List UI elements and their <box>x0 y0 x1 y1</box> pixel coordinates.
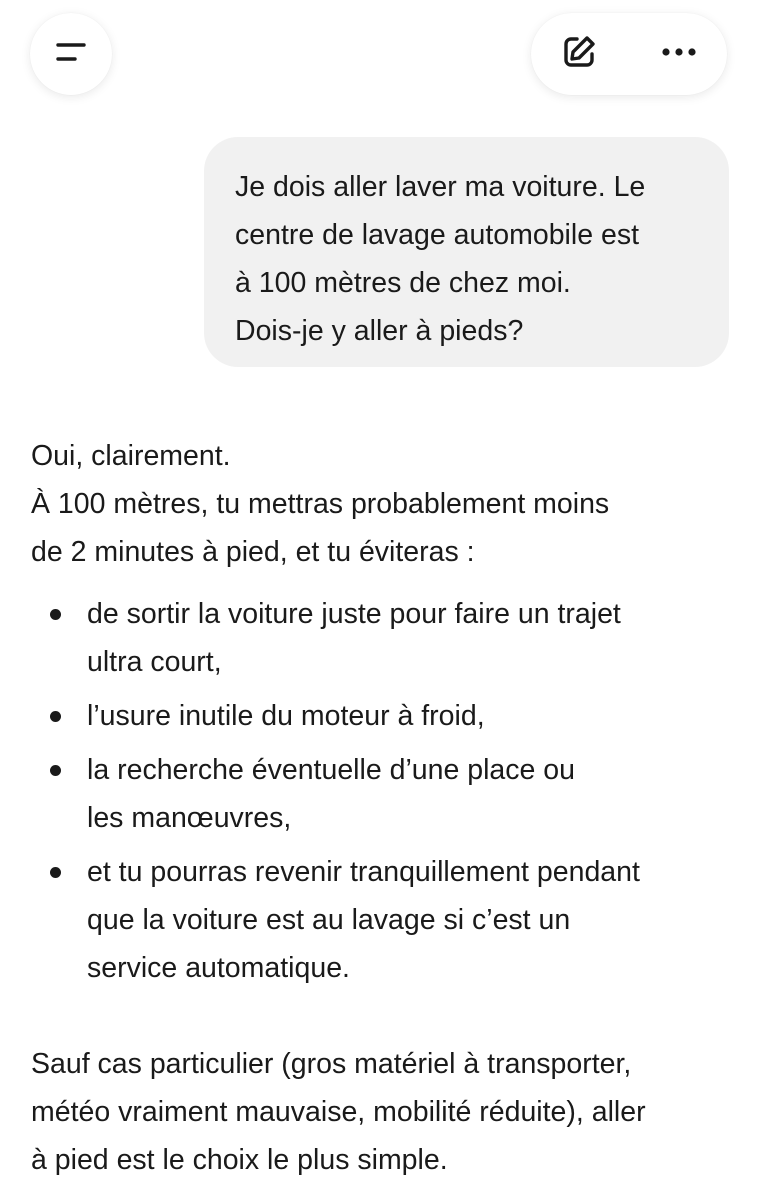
user-message-line: centre de lavage automobile est <box>235 219 640 251</box>
bullet-dot-icon <box>50 867 61 878</box>
list-item-text: la recherche éventuelle d’une place ou <box>87 754 576 786</box>
assistant-message <box>31 432 736 1184</box>
list-item-text: ultra court, <box>87 646 222 678</box>
list-item-text: service automatique. <box>87 952 350 984</box>
assistant-text-line: météo vraiment mauvaise, mobilité réduite), aller <box>31 1096 646 1128</box>
assistant-text-line: de 2 minutes à pied, et tu éviteras : <box>31 536 475 568</box>
compose-edit-icon <box>557 30 601 79</box>
user-message-line: à 100 mètres de chez moi. <box>235 267 571 299</box>
list-item-text: et tu pourras revenir tranquillement pendant <box>87 856 640 888</box>
list-item <box>31 590 736 686</box>
list-item <box>31 848 736 992</box>
assistant-text-line: Sauf cas particulier (gros matériel à transporter, <box>31 1048 632 1080</box>
bullet-list <box>31 590 736 992</box>
list-item-text: les manœuvres, <box>87 802 292 834</box>
assistant-closing <box>31 1040 736 1184</box>
more-options-button[interactable] <box>647 30 711 78</box>
user-message-bubble <box>204 137 729 367</box>
assistant-intro <box>31 432 736 576</box>
menu-button[interactable] <box>30 13 112 95</box>
header-actions <box>531 13 727 95</box>
bullet-dot-icon <box>50 711 61 722</box>
top-bar <box>0 0 760 110</box>
bullet-dot-icon <box>50 765 61 776</box>
user-message-line: Dois-je y aller à pieds? <box>235 315 524 347</box>
hamburger-menu-icon <box>51 37 91 72</box>
bullet-dot-icon <box>50 609 61 620</box>
more-horizontal-icon <box>659 45 699 63</box>
assistant-text-line: Oui, clairement. <box>31 440 231 472</box>
assistant-text-line: à pied est le choix le plus simple. <box>31 1144 448 1176</box>
list-item-text: l’usure inutile du moteur à froid, <box>87 700 485 732</box>
user-message-line: Je dois aller laver ma voiture. Le <box>235 171 646 203</box>
assistant-text-line: À 100 mètres, tu mettras probablement moins <box>31 488 610 520</box>
list-item <box>31 692 736 740</box>
new-chat-button[interactable] <box>551 30 607 78</box>
list-item <box>31 746 736 842</box>
list-item-text: de sortir la voiture juste pour faire un trajet <box>87 598 621 630</box>
list-item-text: que la voiture est au lavage si c’est un <box>87 904 571 936</box>
